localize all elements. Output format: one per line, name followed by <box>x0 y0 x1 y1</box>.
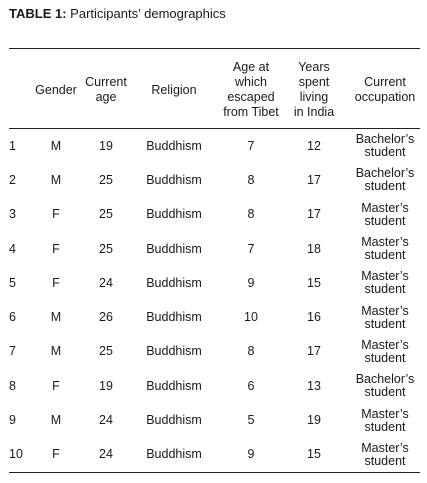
table-row <box>0 129 427 163</box>
cell-age-escaped: 8 <box>247 207 255 222</box>
cell-current-age: 24 <box>99 275 113 290</box>
cell-gender: F <box>52 378 60 393</box>
cell-years-in-india: 19 <box>307 413 321 428</box>
table-body <box>0 129 427 472</box>
cell-gender: M <box>50 138 62 153</box>
cell-years-in-india: 17 <box>307 207 321 222</box>
table-top-rule <box>9 48 420 49</box>
header-gender: Gender <box>35 82 77 97</box>
cell-age-escaped: 7 <box>247 138 255 153</box>
cell-gender: M <box>50 172 62 187</box>
cell-current-age: 25 <box>99 207 113 222</box>
cell-current-age: 24 <box>99 447 113 462</box>
cell-age-escaped: 9 <box>247 275 255 290</box>
cell-gender: M <box>50 310 62 325</box>
cell-years-in-india: 15 <box>307 447 321 462</box>
cell-participant-number: 5 <box>9 275 16 290</box>
cell-participant-number: 3 <box>9 207 16 222</box>
cell-years-in-india: 16 <box>307 310 321 325</box>
header-years-in-india: Years spent living in India <box>293 60 335 119</box>
table-row <box>0 163 427 197</box>
cell-current-occupation: Master’s student <box>361 200 409 228</box>
cell-gender: M <box>50 344 62 359</box>
table-row <box>0 403 427 437</box>
cell-participant-number: 2 <box>9 172 16 187</box>
cell-participant-number: 8 <box>9 378 16 393</box>
cell-current-age: 26 <box>99 310 113 325</box>
cell-participant-number: 4 <box>9 241 16 256</box>
cell-current-occupation: Bachelor’s student <box>355 132 415 160</box>
cell-years-in-india: 15 <box>307 275 321 290</box>
table-row <box>0 438 427 472</box>
cell-age-escaped: 7 <box>247 241 255 256</box>
header-current-occupation: Current occupation <box>354 75 416 104</box>
cell-current-occupation: Bachelor’s student <box>355 166 415 194</box>
cell-current-age: 25 <box>99 241 113 256</box>
cell-religion: Buddhism <box>146 241 202 256</box>
table-row <box>0 266 427 300</box>
cell-current-age: 24 <box>99 413 113 428</box>
cell-participant-number: 10 <box>9 447 23 462</box>
cell-religion: Buddhism <box>146 207 202 222</box>
cell-age-escaped: 6 <box>247 378 255 393</box>
cell-years-in-india: 13 <box>307 378 321 393</box>
cell-religion: Buddhism <box>146 447 202 462</box>
cell-religion: Buddhism <box>146 378 202 393</box>
cell-religion: Buddhism <box>146 310 202 325</box>
cell-gender: M <box>50 413 62 428</box>
cell-age-escaped: 8 <box>247 172 255 187</box>
table-row <box>0 198 427 232</box>
cell-gender: F <box>52 447 60 462</box>
cell-age-escaped: 9 <box>247 447 255 462</box>
cell-current-occupation: Master’s student <box>361 337 409 365</box>
cell-gender: F <box>52 275 60 290</box>
header-religion: Religion <box>151 82 197 97</box>
cell-current-occupation: Master’s student <box>361 406 409 434</box>
cell-gender: F <box>52 207 60 222</box>
table-caption-title: Participants’ demographics <box>70 6 226 21</box>
cell-age-escaped: 5 <box>247 413 255 428</box>
cell-participant-number: 1 <box>9 138 16 153</box>
table-row <box>0 369 427 403</box>
cell-current-occupation: Master’s student <box>361 235 409 263</box>
cell-gender: F <box>52 241 60 256</box>
cell-participant-number: 6 <box>9 310 16 325</box>
cell-age-escaped: 10 <box>244 310 258 325</box>
cell-current-age: 19 <box>99 378 113 393</box>
cell-participant-number: 7 <box>9 344 16 359</box>
cell-religion: Buddhism <box>146 413 202 428</box>
table-row <box>0 232 427 266</box>
header-participant-number <box>9 54 29 126</box>
header-age-escaped: Age at which escaped from Tibet <box>223 60 279 119</box>
cell-current-age: 25 <box>99 344 113 359</box>
cell-years-in-india: 18 <box>307 241 321 256</box>
cell-age-escaped: 8 <box>247 344 255 359</box>
table-bottom-rule <box>9 472 420 473</box>
table-caption-label: TABLE 1: <box>9 6 67 21</box>
cell-current-age: 25 <box>99 172 113 187</box>
table-row <box>0 300 427 334</box>
cell-religion: Buddhism <box>146 344 202 359</box>
cell-years-in-india: 17 <box>307 172 321 187</box>
cell-current-occupation: Bachelor’s student <box>355 372 415 400</box>
cell-current-occupation: Master’s student <box>361 440 409 468</box>
cell-current-occupation: Master’s student <box>361 269 409 297</box>
cell-religion: Buddhism <box>146 138 202 153</box>
table-row <box>0 335 427 369</box>
cell-religion: Buddhism <box>146 275 202 290</box>
cell-religion: Buddhism <box>146 172 202 187</box>
table-caption <box>9 6 226 22</box>
cell-years-in-india: 12 <box>307 138 321 153</box>
cell-years-in-india: 17 <box>307 344 321 359</box>
cell-current-occupation: Master’s student <box>361 303 409 331</box>
cell-participant-number: 9 <box>9 413 16 428</box>
header-current-age: Current age <box>85 75 127 104</box>
cell-current-age: 19 <box>99 138 113 153</box>
